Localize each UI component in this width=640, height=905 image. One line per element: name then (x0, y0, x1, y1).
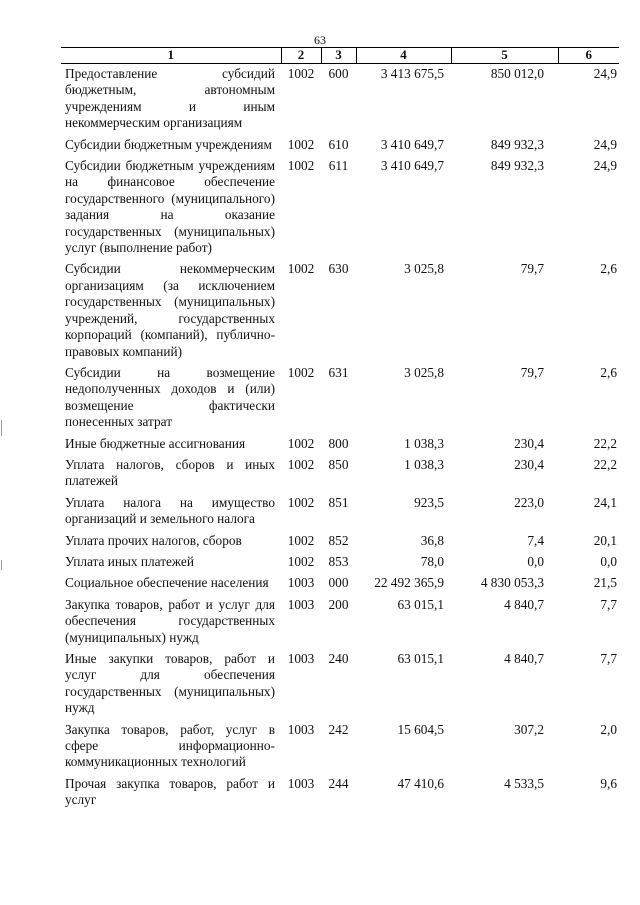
table-row (61, 720, 619, 774)
table-row (61, 552, 619, 573)
percent-cell: 24,1 (593, 494, 617, 510)
column-header: 1 (61, 48, 281, 64)
description-cell: Предоставление субсидий бюджетным, автономным учреждениям и иным некоммерческим организациям (65, 66, 275, 131)
expense-type-cell: 850 (328, 456, 349, 472)
plan-amount-cell: 3 410 649,7 (380, 158, 444, 174)
actual-amount-cell: 230,4 (514, 456, 544, 472)
expense-type-cell: 244 (328, 775, 349, 791)
expense-type-cell: 853 (328, 553, 349, 569)
actual-amount-cell: 850 012,0 (490, 66, 544, 81)
actual-amount-cell: 79,7 (520, 364, 544, 380)
actual-amount-cell: 0,0 (527, 553, 544, 569)
plan-amount-cell: 15 604,5 (397, 721, 444, 737)
column-header: 6 (558, 48, 619, 64)
expense-type-cell: 610 (328, 136, 349, 152)
expense-type-cell: 242 (328, 721, 349, 737)
plan-amount-cell: 78,0 (420, 553, 444, 569)
description-cell: Уплата налогов, сборов и иных платежей (65, 456, 275, 489)
actual-amount-cell: 223,0 (514, 494, 544, 510)
percent-cell: 21,5 (593, 575, 617, 591)
actual-amount-cell: 4 830 053,3 (480, 575, 544, 591)
expense-type-cell: 851 (328, 494, 349, 510)
percent-cell: 9,6 (600, 775, 617, 791)
page-number: 63 (314, 33, 326, 47)
column-header: 2 (281, 48, 321, 64)
table-row (61, 649, 619, 720)
percent-cell: 0,0 (600, 553, 617, 569)
description-cell: Уплата налога на имущество организаций и земельного налога (65, 494, 275, 527)
description-cell: Субсидии бюджетным учреждениям (65, 136, 272, 152)
description-cell: Уплата иных платежей (65, 553, 194, 569)
table-row (61, 774, 619, 812)
header-row (61, 48, 619, 64)
actual-amount-cell: 230,4 (514, 435, 544, 451)
section-code-cell: 1002 (287, 66, 315, 81)
actual-amount-cell: 4 840,7 (504, 596, 544, 612)
plan-amount-cell: 3 025,8 (404, 364, 444, 380)
table-row (61, 156, 619, 259)
percent-cell: 24,9 (593, 136, 617, 152)
percent-cell: 24,9 (593, 66, 617, 81)
section-code-cell: 1002 (287, 456, 315, 472)
section-code-cell: 1003 (287, 596, 315, 612)
table-body (61, 64, 619, 812)
expense-type-cell: 630 (328, 261, 349, 277)
description-cell: Иные закупки товаров, работ и услуг для обеспечения государственных (муниципальных) нужд (65, 651, 275, 716)
description-cell: Закупка товаров, работ и услуг для обеспечения государственных (муниципальных) нужд (65, 596, 275, 645)
scan-edge-mark (1, 560, 2, 570)
section-code-cell: 1002 (287, 553, 315, 569)
table-row (61, 259, 619, 362)
plan-amount-cell: 22 492 365,9 (374, 575, 444, 591)
expense-type-cell: 600 (328, 66, 349, 81)
plan-amount-cell: 3 025,8 (404, 261, 444, 277)
percent-cell: 2,6 (600, 364, 617, 380)
description-cell: Уплата прочих налогов, сборов (65, 532, 242, 548)
column-header: 3 (321, 48, 356, 64)
description-cell: Закупка товаров, работ, услуг в сфере информационно-коммуникационных технологий (65, 721, 275, 770)
actual-amount-cell: 307,2 (514, 721, 544, 737)
expense-type-cell: 200 (328, 596, 349, 612)
section-code-cell: 1002 (287, 261, 315, 277)
actual-amount-cell: 79,7 (520, 261, 544, 277)
description-cell: Субсидии некоммерческим организациям (за исключением государственных (муниципальных) учреждений, государственных корпораций (компаний), публично-правовых компаний) (65, 261, 275, 359)
expense-type-cell: 631 (328, 364, 349, 380)
table-row (61, 595, 619, 649)
percent-cell: 22,2 (593, 456, 617, 472)
section-code-cell: 1002 (287, 364, 315, 380)
section-code-cell: 1003 (287, 721, 315, 737)
percent-cell: 7,7 (600, 651, 617, 666)
percent-cell: 20,1 (593, 532, 617, 548)
plan-amount-cell: 1 038,3 (404, 435, 444, 451)
section-code-cell: 1002 (287, 494, 315, 510)
percent-cell: 7,7 (600, 596, 617, 612)
section-code-cell: 1002 (287, 136, 315, 152)
plan-amount-cell: 63 015,1 (397, 651, 444, 666)
expense-type-cell: 852 (328, 532, 349, 548)
column-header: 5 (451, 48, 558, 64)
actual-amount-cell: 7,4 (527, 532, 544, 548)
expense-type-cell: 000 (328, 575, 349, 591)
plan-amount-cell: 47 410,6 (397, 775, 444, 791)
expense-type-cell: 240 (328, 651, 349, 666)
section-code-cell: 1002 (287, 158, 315, 174)
table-row (61, 64, 619, 135)
table-row (61, 363, 619, 434)
scan-edge-mark (1, 420, 2, 436)
table-row (61, 493, 619, 531)
actual-amount-cell: 4 533,5 (504, 775, 544, 791)
actual-amount-cell: 4 840,7 (504, 651, 544, 666)
actual-amount-cell: 849 932,3 (490, 136, 544, 152)
section-code-cell: 1003 (287, 775, 315, 791)
plan-amount-cell: 63 015,1 (397, 596, 444, 612)
actual-amount-cell: 849 932,3 (490, 158, 544, 174)
description-cell: Субсидии на возмещение недополученных доходов и (или) возмещение фактически понесенных затрат (65, 364, 275, 430)
plan-amount-cell: 923,5 (414, 494, 444, 510)
plan-amount-cell: 36,8 (420, 532, 444, 548)
table-row (61, 455, 619, 493)
table-row (61, 434, 619, 455)
section-code-cell: 1003 (287, 651, 315, 666)
table-header (61, 48, 619, 64)
expense-type-cell: 611 (328, 158, 349, 174)
section-code-cell: 1003 (287, 575, 315, 591)
table-row (61, 135, 619, 156)
description-cell: Иные бюджетные ассигнования (65, 435, 246, 451)
plan-amount-cell: 3 410 649,7 (380, 136, 444, 152)
plan-amount-cell: 3 413 675,5 (380, 66, 444, 81)
section-code-cell: 1002 (287, 435, 315, 451)
percent-cell: 2,6 (600, 261, 617, 277)
expense-type-cell: 800 (328, 435, 349, 451)
plan-amount-cell: 1 038,3 (404, 456, 444, 472)
description-cell: Субсидии бюджетным учреждениям на финансовое обеспечение государственного (муниципального) задания на оказание государственных (муниципальных) услуг (выполнение работ) (65, 158, 275, 256)
section-code-cell: 1002 (287, 532, 315, 548)
budget-table (61, 47, 619, 812)
table-row (61, 531, 619, 552)
table-row (61, 573, 619, 594)
description-cell: Социальное обеспечение населения (65, 575, 269, 591)
column-header: 4 (356, 48, 451, 64)
percent-cell: 24,9 (593, 158, 617, 174)
description-cell: Прочая закупка товаров, работ и услуг (65, 775, 275, 808)
percent-cell: 2,0 (600, 721, 617, 737)
percent-cell: 22,2 (593, 435, 617, 451)
